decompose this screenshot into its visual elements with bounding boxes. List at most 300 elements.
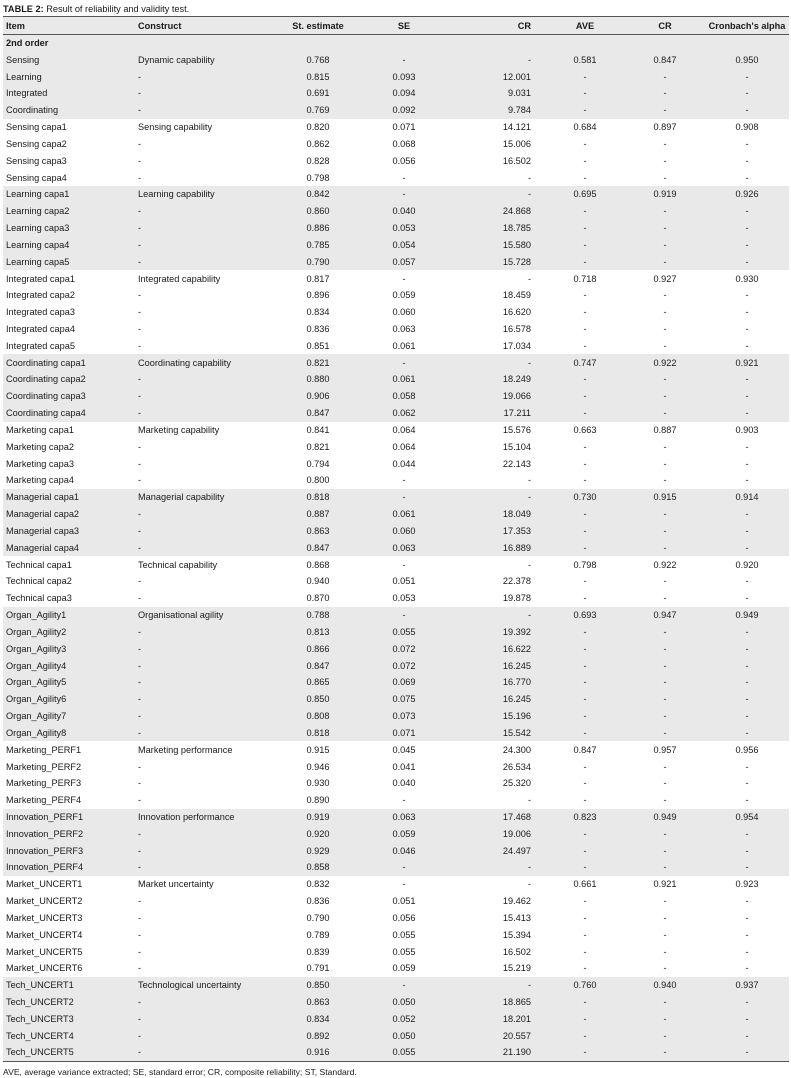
cell-item: Marketing capa4 bbox=[6, 475, 74, 486]
cell-cronbach-alpha: - bbox=[745, 323, 749, 334]
cell-cronbach-alpha: - bbox=[745, 778, 749, 789]
cell-cr-2: - bbox=[663, 778, 667, 789]
cell-item: Organ_Agility8 bbox=[3, 724, 135, 741]
cell-construct: - bbox=[135, 523, 273, 540]
cell-cr-2: - bbox=[625, 708, 705, 725]
cell-construct: Market uncertainty bbox=[138, 879, 214, 890]
cell-item: Innovation_PERF4 bbox=[3, 859, 135, 876]
cell-item: Integrated capa2 bbox=[6, 290, 75, 301]
cell-st-estimate: 0.785 bbox=[273, 236, 363, 253]
cell-st-estimate: 0.920 bbox=[273, 825, 363, 842]
cell-st-estimate: 0.847 bbox=[273, 539, 363, 556]
cell-se: 0.054 bbox=[363, 236, 445, 253]
cell-cr-2: - bbox=[625, 859, 705, 876]
cell-item: Coordinating capa4 bbox=[3, 405, 135, 422]
cell-se: 0.056 bbox=[392, 155, 416, 166]
table-row bbox=[3, 741, 789, 758]
cell-se: 0.046 bbox=[363, 842, 445, 859]
cell-construct: - bbox=[138, 912, 142, 923]
cell-cr: 15.728 bbox=[445, 253, 545, 270]
cell-cronbach-alpha: - bbox=[745, 172, 749, 183]
cell-ave: - bbox=[583, 475, 587, 486]
cell-se: 0.093 bbox=[363, 68, 445, 85]
cell-item: Tech_UNCERT3 bbox=[3, 1011, 135, 1028]
cell-se: 0.053 bbox=[363, 220, 445, 237]
cell-item: Integrated capa3 bbox=[6, 307, 75, 318]
cell-ave: - bbox=[583, 778, 587, 789]
cell-ave: - bbox=[545, 523, 625, 540]
cell-construct: - bbox=[135, 994, 273, 1011]
cell-cr-2: - bbox=[625, 371, 705, 388]
cell-st-estimate: 0.808 bbox=[273, 708, 363, 725]
header-cr: CR bbox=[445, 17, 545, 35]
cell-construct: Dynamic capability bbox=[135, 51, 273, 68]
table-row bbox=[3, 253, 789, 270]
cell-item: Integrated capa5 bbox=[6, 340, 75, 351]
cell-cr: 14.121 bbox=[502, 122, 531, 133]
cell-se: 0.052 bbox=[363, 1011, 445, 1028]
cell-cronbach-alpha: - bbox=[705, 203, 789, 220]
cell-cronbach-alpha: - bbox=[705, 102, 789, 119]
cell-construct: - bbox=[138, 458, 142, 469]
cell-cronbach-alpha: - bbox=[705, 253, 789, 270]
table-row bbox=[3, 1044, 789, 1061]
cell-construct: - bbox=[138, 172, 142, 183]
cell-cronbach-alpha: - bbox=[705, 724, 789, 741]
cell-construct: - bbox=[135, 859, 273, 876]
cell-ave: - bbox=[583, 576, 587, 587]
table-row bbox=[3, 926, 789, 943]
cell-cronbach-alpha: - bbox=[705, 859, 789, 876]
cell-construct: - bbox=[138, 138, 142, 149]
cell-st-estimate: 0.886 bbox=[273, 220, 363, 237]
cell-cr: 25.320 bbox=[502, 778, 531, 789]
cell-cr: 16.245 bbox=[445, 691, 545, 708]
header-item: Item bbox=[3, 17, 135, 35]
table-row bbox=[3, 506, 789, 523]
cell-st-estimate: 0.919 bbox=[273, 809, 363, 826]
header-se: SE bbox=[363, 17, 445, 35]
cell-construct: - bbox=[135, 842, 273, 859]
cell-cr-2: - bbox=[625, 1027, 705, 1044]
cell-cr: 22.378 bbox=[502, 576, 531, 587]
cell-ave: - bbox=[583, 138, 587, 149]
cell-cr-2: - bbox=[625, 623, 705, 640]
cell-cronbach-alpha: - bbox=[745, 896, 749, 907]
table-row bbox=[3, 455, 789, 472]
cell-cr: 19.462 bbox=[502, 896, 531, 907]
cell-construct: - bbox=[138, 290, 142, 301]
cell-item: Innovation_PERF2 bbox=[3, 825, 135, 842]
cell-item: Learning capa3 bbox=[3, 220, 135, 237]
cell-construct: - bbox=[138, 946, 142, 957]
results-table bbox=[3, 16, 789, 1062]
table-row bbox=[3, 135, 789, 152]
cell-item: Coordinating capa3 bbox=[3, 388, 135, 405]
cell-item: Tech_UNCERT4 bbox=[3, 1027, 135, 1044]
cell-cr-2: 0.915 bbox=[625, 489, 705, 506]
cell-cr: 15.006 bbox=[502, 138, 531, 149]
table-row bbox=[3, 388, 789, 405]
cell-ave: - bbox=[545, 236, 625, 253]
cell-cr: 15.542 bbox=[445, 724, 545, 741]
cell-cr: 9.031 bbox=[445, 85, 545, 102]
cell-item: Integrated bbox=[3, 85, 135, 102]
cell-cr-2: - bbox=[663, 795, 667, 806]
cell-construct: - bbox=[138, 475, 142, 486]
cell-cronbach-alpha: - bbox=[705, 708, 789, 725]
cell-ave: - bbox=[583, 155, 587, 166]
cell-ave: - bbox=[583, 458, 587, 469]
cell-construct: Learning capability bbox=[135, 186, 273, 203]
cell-cr-2: - bbox=[663, 138, 667, 149]
table-body bbox=[3, 35, 789, 1062]
cell-se: - bbox=[402, 475, 406, 486]
cell-se: 0.059 bbox=[392, 290, 416, 301]
header-cr-2: CR bbox=[625, 17, 705, 35]
cell-cronbach-alpha: - bbox=[705, 1011, 789, 1028]
cell-st-estimate: 0.836 bbox=[306, 323, 330, 334]
cell-se: 0.055 bbox=[392, 929, 416, 940]
cell-se: 0.062 bbox=[363, 405, 445, 422]
cell-cr: 18.049 bbox=[445, 506, 545, 523]
cell-se: 0.050 bbox=[363, 994, 445, 1011]
table-row bbox=[3, 186, 789, 203]
cell-item: Marketing capa1 bbox=[6, 424, 74, 435]
cell-ave: - bbox=[545, 102, 625, 119]
cell-cr: - bbox=[445, 489, 545, 506]
cell-ave: - bbox=[545, 842, 625, 859]
cell-ave: - bbox=[583, 896, 587, 907]
cell-cr-2: - bbox=[663, 929, 667, 940]
cell-cr-2: - bbox=[663, 340, 667, 351]
table-row bbox=[3, 304, 789, 321]
cell-ave: - bbox=[583, 340, 587, 351]
cell-cr: - bbox=[527, 172, 531, 183]
cell-se: 0.061 bbox=[363, 371, 445, 388]
cell-cronbach-alpha: - bbox=[705, 236, 789, 253]
cell-cr: 15.394 bbox=[502, 929, 531, 940]
cell-cronbach-alpha: - bbox=[745, 138, 749, 149]
cell-ave: - bbox=[583, 290, 587, 301]
cell-construct: - bbox=[135, 102, 273, 119]
table-row bbox=[3, 203, 789, 220]
cell-construct: - bbox=[138, 778, 142, 789]
cell-item: Integrated capa4 bbox=[6, 323, 75, 334]
cell-ave: - bbox=[545, 506, 625, 523]
cell-cr-2: - bbox=[663, 576, 667, 587]
cell-item: Market_UNCERT5 bbox=[6, 946, 83, 957]
cell-cronbach-alpha: 0.908 bbox=[735, 122, 759, 133]
table-row bbox=[3, 876, 789, 893]
cell-construct: - bbox=[135, 203, 273, 220]
cell-se: 0.092 bbox=[363, 102, 445, 119]
cell-cr: 15.104 bbox=[502, 441, 531, 452]
cell-st-estimate: 0.890 bbox=[306, 795, 330, 806]
cell-cr-2: - bbox=[663, 323, 667, 334]
table-row bbox=[3, 809, 789, 826]
cell-item: Sensing capa3 bbox=[6, 155, 67, 166]
cell-cr-2: - bbox=[663, 441, 667, 452]
cell-cr: 16.620 bbox=[502, 307, 531, 318]
cell-item: Tech_UNCERT2 bbox=[3, 994, 135, 1011]
cell-cr: 26.534 bbox=[502, 761, 531, 772]
cell-cr-2: 0.927 bbox=[653, 273, 677, 284]
cell-st-estimate: 0.821 bbox=[273, 354, 363, 371]
cell-cronbach-alpha: - bbox=[745, 307, 749, 318]
cell-item: Market_UNCERT2 bbox=[6, 896, 83, 907]
cell-st-estimate: 0.915 bbox=[306, 744, 330, 755]
cell-item: Learning bbox=[3, 68, 135, 85]
cell-cronbach-alpha: 0.930 bbox=[735, 273, 759, 284]
cell-construct: - bbox=[135, 691, 273, 708]
cell-ave: - bbox=[583, 946, 587, 957]
cell-se: 0.064 bbox=[392, 424, 416, 435]
cell-item: Managerial capa1 bbox=[3, 489, 135, 506]
cell-cronbach-alpha: - bbox=[745, 593, 749, 604]
cell-construct: Technological uncertainty bbox=[135, 977, 273, 994]
cell-cr: 19.006 bbox=[445, 825, 545, 842]
cell-cr: 18.249 bbox=[445, 371, 545, 388]
cell-cr: - bbox=[445, 977, 545, 994]
cell-cr-2: - bbox=[663, 155, 667, 166]
cell-cronbach-alpha: - bbox=[745, 912, 749, 923]
cell-cr-2: 0.949 bbox=[625, 809, 705, 826]
cell-st-estimate: 0.847 bbox=[273, 657, 363, 674]
cell-item: Technical capa2 bbox=[6, 576, 72, 587]
cell-construct: - bbox=[138, 795, 142, 806]
cell-cronbach-alpha: - bbox=[705, 842, 789, 859]
cell-se: 0.055 bbox=[363, 1044, 445, 1061]
cell-st-estimate: 0.851 bbox=[306, 340, 330, 351]
cell-construct: - bbox=[135, 724, 273, 741]
cell-cr: 18.785 bbox=[445, 220, 545, 237]
section-label: 2nd order bbox=[3, 35, 789, 52]
cell-se: 0.063 bbox=[392, 323, 416, 334]
cell-cr: 9.784 bbox=[445, 102, 545, 119]
table-row bbox=[3, 724, 789, 741]
table-row bbox=[3, 708, 789, 725]
cell-cr-2: - bbox=[625, 523, 705, 540]
cell-cr-2: - bbox=[625, 539, 705, 556]
cell-cr-2: - bbox=[663, 307, 667, 318]
cell-cr: 22.143 bbox=[502, 458, 531, 469]
cell-se: 0.071 bbox=[363, 724, 445, 741]
cell-st-estimate: 0.834 bbox=[306, 307, 330, 318]
cell-cr: 15.196 bbox=[445, 708, 545, 725]
cell-item: Tech_UNCERT1 bbox=[3, 977, 135, 994]
table-row bbox=[3, 556, 789, 573]
cell-item: Technical capa1 bbox=[6, 559, 72, 570]
cell-cronbach-alpha: 0.923 bbox=[735, 879, 759, 890]
cell-cr: 17.211 bbox=[445, 405, 545, 422]
table-row bbox=[3, 68, 789, 85]
cell-ave: 0.718 bbox=[573, 273, 597, 284]
cell-cr-2: - bbox=[625, 1044, 705, 1061]
cell-construct: Marketing capability bbox=[138, 424, 220, 435]
cell-ave: - bbox=[545, 1011, 625, 1028]
cell-cr-2: - bbox=[625, 1011, 705, 1028]
cell-cronbach-alpha: - bbox=[705, 691, 789, 708]
header-row bbox=[3, 17, 789, 35]
cell-st-estimate: 0.790 bbox=[273, 253, 363, 270]
cell-cronbach-alpha: - bbox=[745, 795, 749, 806]
table-row bbox=[3, 977, 789, 994]
cell-ave: - bbox=[545, 1044, 625, 1061]
cell-cr-2: - bbox=[625, 220, 705, 237]
cell-cronbach-alpha: - bbox=[705, 1027, 789, 1044]
cell-item: Tech_UNCERT5 bbox=[3, 1044, 135, 1061]
cell-ave: 0.684 bbox=[573, 122, 597, 133]
table-row bbox=[3, 758, 789, 775]
cell-cr: - bbox=[445, 354, 545, 371]
cell-item: Integrated capa1 bbox=[6, 273, 75, 284]
cell-cronbach-alpha: 0.956 bbox=[735, 744, 759, 755]
cell-se: 0.040 bbox=[363, 203, 445, 220]
cell-ave: - bbox=[545, 708, 625, 725]
cell-cr: 16.889 bbox=[445, 539, 545, 556]
cell-cr: - bbox=[445, 607, 545, 624]
cell-ave: - bbox=[545, 640, 625, 657]
table-row bbox=[3, 102, 789, 119]
cell-item: Coordinating capa1 bbox=[3, 354, 135, 371]
cell-se: - bbox=[363, 977, 445, 994]
cell-se: 0.058 bbox=[363, 388, 445, 405]
cell-construct: - bbox=[135, 506, 273, 523]
cell-se: - bbox=[402, 795, 406, 806]
cell-item: Organ_Agility7 bbox=[3, 708, 135, 725]
cell-cr-2: 0.847 bbox=[625, 51, 705, 68]
cell-item: Organ_Agility4 bbox=[3, 657, 135, 674]
cell-cronbach-alpha: - bbox=[705, 674, 789, 691]
cell-cronbach-alpha: 0.954 bbox=[705, 809, 789, 826]
cell-cronbach-alpha: 0.926 bbox=[705, 186, 789, 203]
cell-cronbach-alpha: - bbox=[705, 1044, 789, 1061]
cell-cronbach-alpha: - bbox=[705, 220, 789, 237]
cell-st-estimate: 0.842 bbox=[273, 186, 363, 203]
table-row bbox=[3, 270, 789, 287]
table-row bbox=[3, 152, 789, 169]
cell-ave: - bbox=[545, 1027, 625, 1044]
cell-construct: - bbox=[138, 761, 142, 772]
table-row bbox=[3, 573, 789, 590]
cell-st-estimate: 0.892 bbox=[273, 1027, 363, 1044]
table-row bbox=[3, 523, 789, 540]
cell-cr-2: - bbox=[625, 203, 705, 220]
cell-cr: 12.001 bbox=[445, 68, 545, 85]
cell-cr: 16.578 bbox=[502, 323, 531, 334]
table-row bbox=[3, 623, 789, 640]
cell-se: - bbox=[363, 186, 445, 203]
cell-ave: 0.661 bbox=[573, 879, 597, 890]
cell-st-estimate: 0.896 bbox=[306, 290, 330, 301]
cell-construct: Innovation performance bbox=[135, 809, 273, 826]
cell-cr: - bbox=[527, 795, 531, 806]
cell-ave: 0.847 bbox=[573, 744, 597, 755]
cell-cronbach-alpha: 0.937 bbox=[705, 977, 789, 994]
cell-cr: 17.353 bbox=[445, 523, 545, 540]
cell-ave: 0.695 bbox=[545, 186, 625, 203]
cell-st-estimate: 0.836 bbox=[306, 896, 330, 907]
cell-ave: - bbox=[545, 825, 625, 842]
cell-ave: - bbox=[583, 912, 587, 923]
table-row bbox=[3, 943, 789, 960]
cell-cronbach-alpha: - bbox=[705, 825, 789, 842]
cell-se: 0.056 bbox=[392, 912, 416, 923]
cell-construct: Integrated capability bbox=[138, 273, 221, 284]
cell-st-estimate: 0.930 bbox=[306, 778, 330, 789]
table-row bbox=[3, 994, 789, 1011]
cell-construct: - bbox=[138, 963, 142, 974]
table-row bbox=[3, 640, 789, 657]
cell-item: Organ_Agility5 bbox=[3, 674, 135, 691]
cell-construct: - bbox=[135, 1027, 273, 1044]
table-row bbox=[3, 825, 789, 842]
cell-cr-2: - bbox=[625, 640, 705, 657]
cell-cronbach-alpha: - bbox=[745, 458, 749, 469]
cell-item: Technical capa3 bbox=[6, 593, 72, 604]
cell-se: 0.064 bbox=[392, 441, 416, 452]
cell-se: 0.059 bbox=[363, 825, 445, 842]
table-row bbox=[3, 119, 789, 136]
cell-ave: - bbox=[545, 220, 625, 237]
cell-item: Marketing capa3 bbox=[6, 458, 74, 469]
cell-construct: - bbox=[135, 657, 273, 674]
cell-se: 0.075 bbox=[363, 691, 445, 708]
cell-se: 0.051 bbox=[392, 896, 416, 907]
cell-ave: 0.663 bbox=[573, 424, 597, 435]
cell-st-estimate: 0.940 bbox=[306, 576, 330, 587]
cell-st-estimate: 0.817 bbox=[306, 273, 330, 284]
cell-cr: 19.878 bbox=[502, 593, 531, 604]
cell-item: Organ_Agility3 bbox=[3, 640, 135, 657]
cell-se: - bbox=[402, 559, 406, 570]
cell-cr: 15.580 bbox=[445, 236, 545, 253]
cell-se: 0.061 bbox=[392, 340, 416, 351]
cell-st-estimate: 0.834 bbox=[273, 1011, 363, 1028]
cell-cr: - bbox=[527, 475, 531, 486]
cell-cr-2: 0.947 bbox=[625, 607, 705, 624]
cell-st-estimate: 0.820 bbox=[306, 122, 330, 133]
cell-st-estimate: 0.860 bbox=[273, 203, 363, 220]
cell-cronbach-alpha: - bbox=[705, 640, 789, 657]
cell-st-estimate: 0.828 bbox=[306, 155, 330, 166]
cell-se: - bbox=[363, 354, 445, 371]
table-row bbox=[3, 321, 789, 338]
cell-st-estimate: 0.870 bbox=[306, 593, 330, 604]
cell-ave: - bbox=[583, 761, 587, 772]
cell-cr: 16.622 bbox=[445, 640, 545, 657]
table-row bbox=[3, 775, 789, 792]
cell-item: Marketing capa2 bbox=[6, 441, 74, 452]
cell-cr-2: - bbox=[663, 475, 667, 486]
cell-cronbach-alpha: - bbox=[705, 523, 789, 540]
table-row bbox=[3, 287, 789, 304]
cell-item: Market_UNCERT3 bbox=[6, 912, 83, 923]
cell-se: 0.055 bbox=[392, 946, 416, 957]
cell-cronbach-alpha: - bbox=[745, 929, 749, 940]
cell-se: 0.072 bbox=[363, 657, 445, 674]
cell-cr-2: - bbox=[663, 761, 667, 772]
table-row bbox=[3, 354, 789, 371]
cell-cr-2: - bbox=[663, 172, 667, 183]
cell-cr: 15.576 bbox=[502, 424, 531, 435]
cell-ave: 0.730 bbox=[545, 489, 625, 506]
cell-cr-2: - bbox=[663, 963, 667, 974]
cell-ave: - bbox=[545, 371, 625, 388]
cell-construct: - bbox=[135, 85, 273, 102]
cell-construct: - bbox=[135, 539, 273, 556]
